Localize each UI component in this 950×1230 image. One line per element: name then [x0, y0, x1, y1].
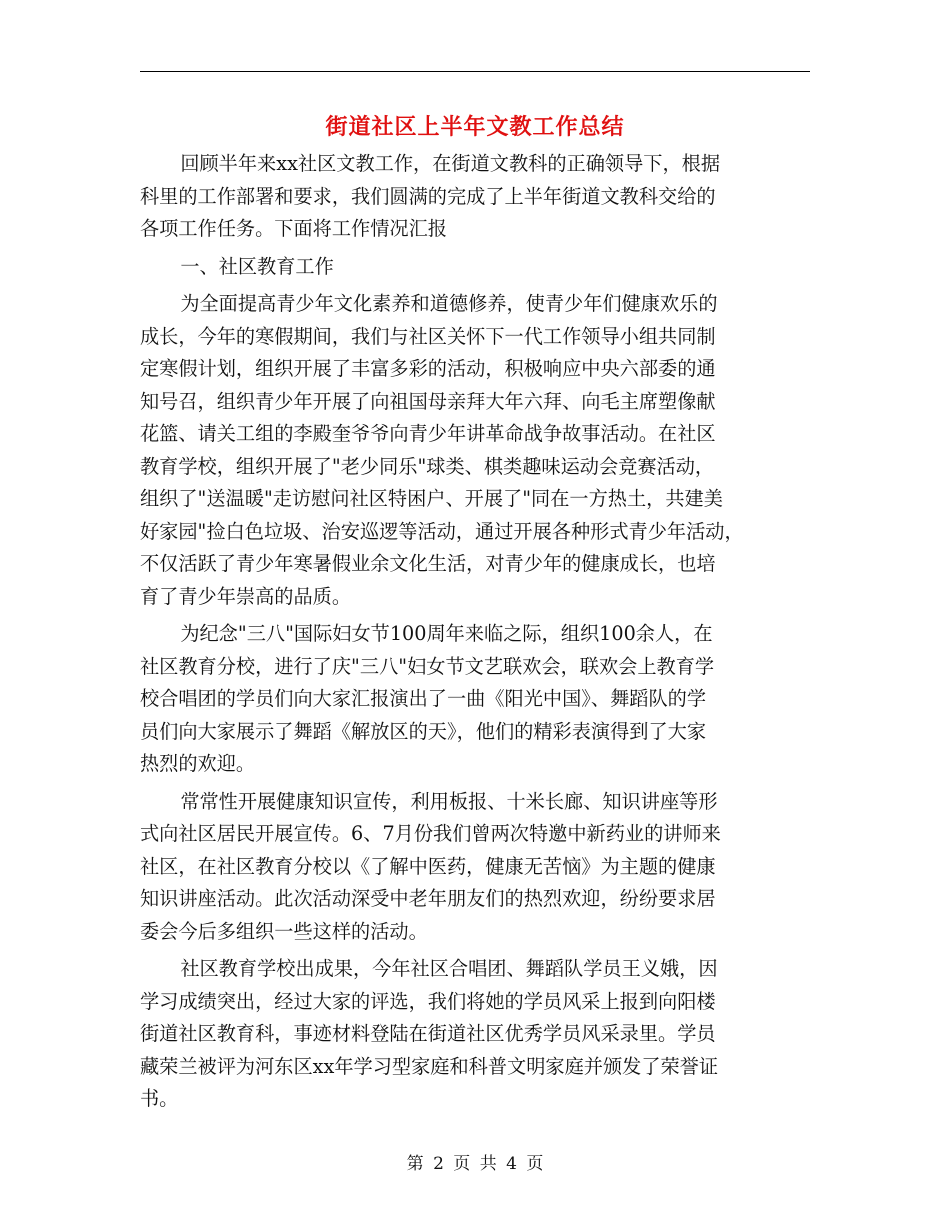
- paragraph-line: 知号召，组织青少年开展了向祖国母亲拜大年六拜、向毛主席塑像献: [140, 389, 716, 413]
- paragraph: [140, 251, 820, 284]
- paragraph-line: 校合唱团的学员们向大家汇报演出了一曲《阳光中国》、舞蹈队的学: [140, 687, 707, 710]
- paragraph-line: 委会今后多组织一些这样的活动。: [140, 919, 428, 943]
- paragraph-line: 花篮、请关工组的李殿奎爷爷向青少年讲革命战争故事活动。在社区: [140, 422, 716, 445]
- paragraph-line: 好家园"捡白色垃圾、治安巡逻等活动，通过开展各种形式青少年活动，: [140, 519, 744, 543]
- paragraph-line: 一、社区教育工作: [180, 254, 334, 278]
- paragraph-line: 回顾半年来xx社区文教工作，在街道文教科的正确领导下，根据: [180, 152, 721, 175]
- paragraph-line: 街道社区教育科，事迹材料登陆在街道社区优秀学员风采录里。学员: [140, 1022, 716, 1045]
- paragraph-line: 员们向大家展示了舞蹈《解放区的天》，他们的精彩表演得到了大家: [140, 719, 707, 743]
- paragraph-line: 组织了"送温暖"走访慰问社区特困户、开展了"同在一方热土，共建美: [140, 487, 723, 510]
- paragraph-line: 不仅活跃了青少年寒暑假业余文化生活，对青少年的健康成长，也培: [140, 552, 716, 575]
- paragraph-line: 定寒假计划，组织开展了丰富多彩的活动，积极响应中央六部委的通: [140, 357, 716, 380]
- header-rule: [140, 71, 810, 72]
- paragraph-line: 为全面提高青少年文化素养和道德修养，使青少年们健康欢乐的: [180, 292, 718, 315]
- paragraph-line: 式向社区居民开展宣传。6、7月份我们曾两次特邀中新药业的讲师来: [140, 822, 721, 845]
- paragraph-line: 为纪念"三八"国际妇女节100周年来临之际，组织100余人，在: [180, 622, 713, 645]
- page-number: 第 2 页 共 4 页: [406, 1154, 544, 1174]
- paragraph: [140, 618, 820, 781]
- paragraph-line: 热烈的欢迎。: [140, 752, 256, 775]
- paragraph-line: 常常性开展健康知识宣传，利用板报、十米长廊、知识讲座等形: [180, 789, 718, 813]
- paragraph-line: 育了青少年崇高的品质。: [140, 584, 352, 608]
- paragraph-line: 成长，今年的寒假期间，我们与社区关怀下一代工作领导小组共同制: [140, 324, 716, 348]
- paragraph: [140, 148, 820, 246]
- paragraph-line: 教育学校，组织开展了"老少同乐"球类、棋类趣味运动会竞赛活动，: [140, 454, 715, 478]
- paragraph-line: 社区教育学校出成果，今年社区合唱团、舞蹈队学员王义娥，因: [180, 957, 718, 980]
- paragraph-line: 科里的工作部署和要求，我们圆满的完成了上半年街道文教科交给的: [140, 184, 716, 208]
- paragraph-line: 知识讲座活动。此次活动深受中老年朋友们的热烈欢迎，纷纷要求居: [140, 887, 716, 910]
- paragraph-line: 各项工作任务。下面将工作情况汇报: [140, 217, 447, 240]
- paragraph-line: 书。: [140, 1087, 179, 1110]
- document-body: [140, 148, 820, 1121]
- paragraph-line: 学习成绩突出，经过大家的评选，我们将她的学员风采上报到向阳楼: [140, 989, 716, 1013]
- paragraph-line: 藏荣兰被评为河东区xx年学习型家庭和科普文明家庭并颁发了荣誉证: [140, 1054, 719, 1078]
- paragraph: [140, 953, 820, 1116]
- paragraph-line: 社区，在社区教育分校以《了解中医药，健康无苦恼》为主题的健康: [140, 854, 716, 878]
- paragraph-line: 社区教育分校，进行了庆"三八"妇女节文艺联欢会，联欢会上教育学: [140, 654, 715, 678]
- paragraph: [140, 288, 820, 613]
- paragraph: [140, 786, 820, 949]
- document-title: 街道社区上半年文教工作总结: [325, 114, 625, 140]
